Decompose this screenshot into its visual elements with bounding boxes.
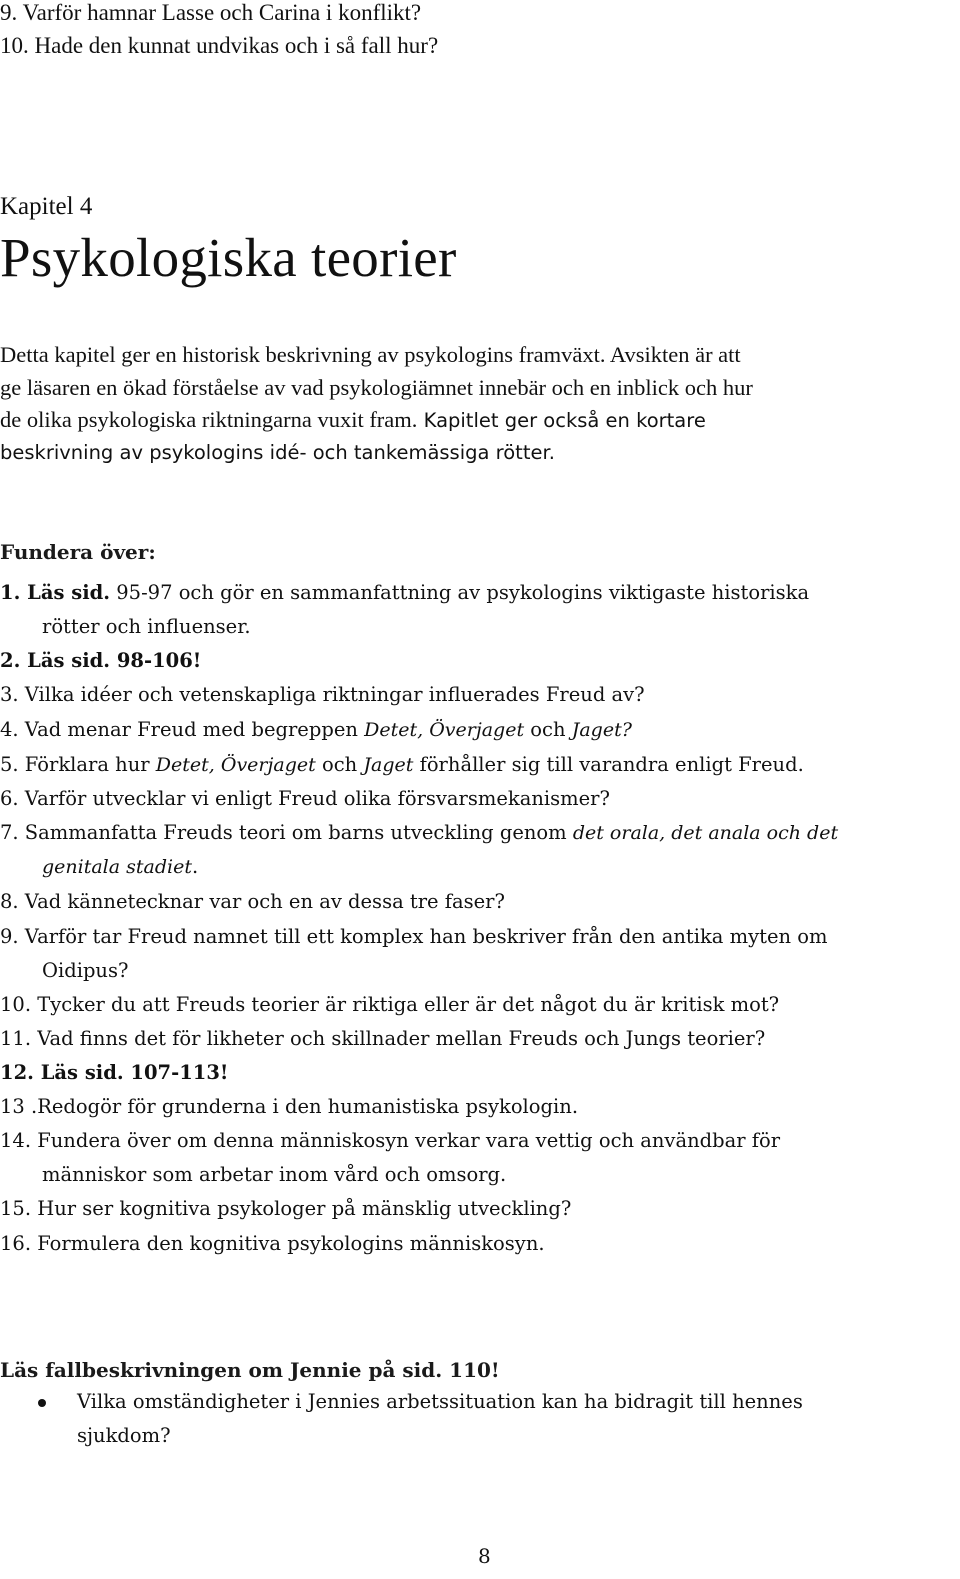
- intro-paragraph: [0, 339, 958, 469]
- intro-line-part: de olika psykologiska riktningarna vuxit fram.: [0, 407, 418, 432]
- question-13: 13 .Redogör för grunderna i den humanistiska psykologin.: [0, 1095, 579, 1118]
- question-12: 12. Läs sid. 107-113!: [0, 1061, 229, 1084]
- question-15: 15. Hur ser kognitiva psykologer på mänsklig utveckling?: [0, 1197, 572, 1220]
- question-7-text: 7. Sammanfatta Freuds teori om barns utveckling genom: [0, 821, 573, 844]
- question-7: [0, 820, 839, 878]
- question-5-text: 5. Förklara hur: [0, 753, 156, 776]
- reflect-heading: Fundera över:: [0, 540, 156, 564]
- previous-question-10: 10. Hade den kunnat undvikas och i så fall hur?: [0, 33, 439, 58]
- intro-line: [0, 404, 958, 437]
- question-9: [0, 924, 828, 982]
- case-bullet-text: sjukdom?: [77, 1424, 171, 1447]
- question-3: 3. Vilka idéer och vetenskapliga riktningar influerades Freud av?: [0, 683, 645, 706]
- question-9-text: 9. Varför tar Freud namnet till ett komplex han beskriver från den antika myten om: [0, 925, 828, 948]
- intro-line: beskrivning av psykologins idé- och tankemässiga rötter.: [0, 440, 555, 464]
- question-14-text: 14. Fundera över om denna människosyn verkar vara vettig och användbar för: [0, 1129, 781, 1152]
- intro-line-part: Kapitlet ger också en kortare: [417, 409, 706, 432]
- question-4-term: Jaget?: [571, 719, 632, 741]
- question-14-continued: människor som arbetar inom vård och omsorg.: [42, 1163, 507, 1186]
- question-1: [0, 580, 810, 638]
- bullet-icon: [38, 1399, 46, 1407]
- question-5-term: Jaget: [363, 754, 414, 776]
- question-14: [0, 1128, 781, 1186]
- question-5: [0, 752, 804, 778]
- question-7-continued: [42, 854, 198, 880]
- question-4-term: Detet, Överjaget: [364, 719, 525, 741]
- question-6: 6. Varför utvecklar vi enligt Freud olika försvarsmekanismer?: [0, 787, 610, 810]
- chapter-label: Kapitel 4: [0, 193, 93, 220]
- question-7-term: det orala, det anala och det: [572, 822, 839, 844]
- question-4: [0, 717, 632, 743]
- question-16: 16. Formulera den kognitiva psykologins människosyn.: [0, 1232, 545, 1255]
- question-4-text: och: [524, 718, 572, 741]
- question-8: 8. Vad kännetecknar var och en av dessa tre faser?: [0, 890, 505, 913]
- previous-question-9: 9. Varför hamnar Lasse och Carina i konflikt?: [0, 0, 422, 25]
- chapter-title: Psykologiska teorier: [0, 227, 457, 288]
- intro-line: Detta kapitel ger en historisk beskrivning av psykologins framväxt. Avsikten är att: [0, 342, 741, 367]
- question-10: 10. Tycker du att Freuds teorier är riktiga eller är det något du är kritisk mot?: [0, 993, 780, 1016]
- question-7-term: genitala stadiet: [42, 856, 192, 878]
- question-9-continued: Oidipus?: [42, 959, 129, 982]
- question-2: 2. Läs sid. 98-106!: [0, 649, 202, 672]
- question-1-continued: rötter och influenser.: [42, 615, 251, 638]
- question-5-text: förhåller sig till varandra enligt Freud.: [413, 753, 804, 776]
- question-5-text: och: [315, 753, 364, 776]
- page-number: 8: [478, 1544, 491, 1568]
- question-5-term: Detet, Överjaget: [155, 754, 316, 776]
- case-bullet-text: Vilka omständigheter i Jennies arbetssituation kan ha bidragit till hennes: [77, 1390, 803, 1413]
- question-11: 11. Vad finns det för likheter och skillnader mellan Freuds och Jungs teorier?: [0, 1027, 766, 1050]
- case-heading: Läs fallbeskrivningen om Jennie på sid. 110!: [0, 1358, 500, 1382]
- question-7-text: .: [191, 855, 199, 878]
- question-1-bold: 1. Läs sid.: [0, 581, 111, 604]
- question-4-text: 4. Vad menar Freud med begreppen: [0, 718, 365, 741]
- intro-line: ge läsaren en ökad förståelse av vad psykologiämnet innebär och en inblick och hur: [0, 374, 753, 400]
- question-1-text: 95-97 och gör en sammanfattning av psykologins viktigaste historiska: [110, 581, 810, 604]
